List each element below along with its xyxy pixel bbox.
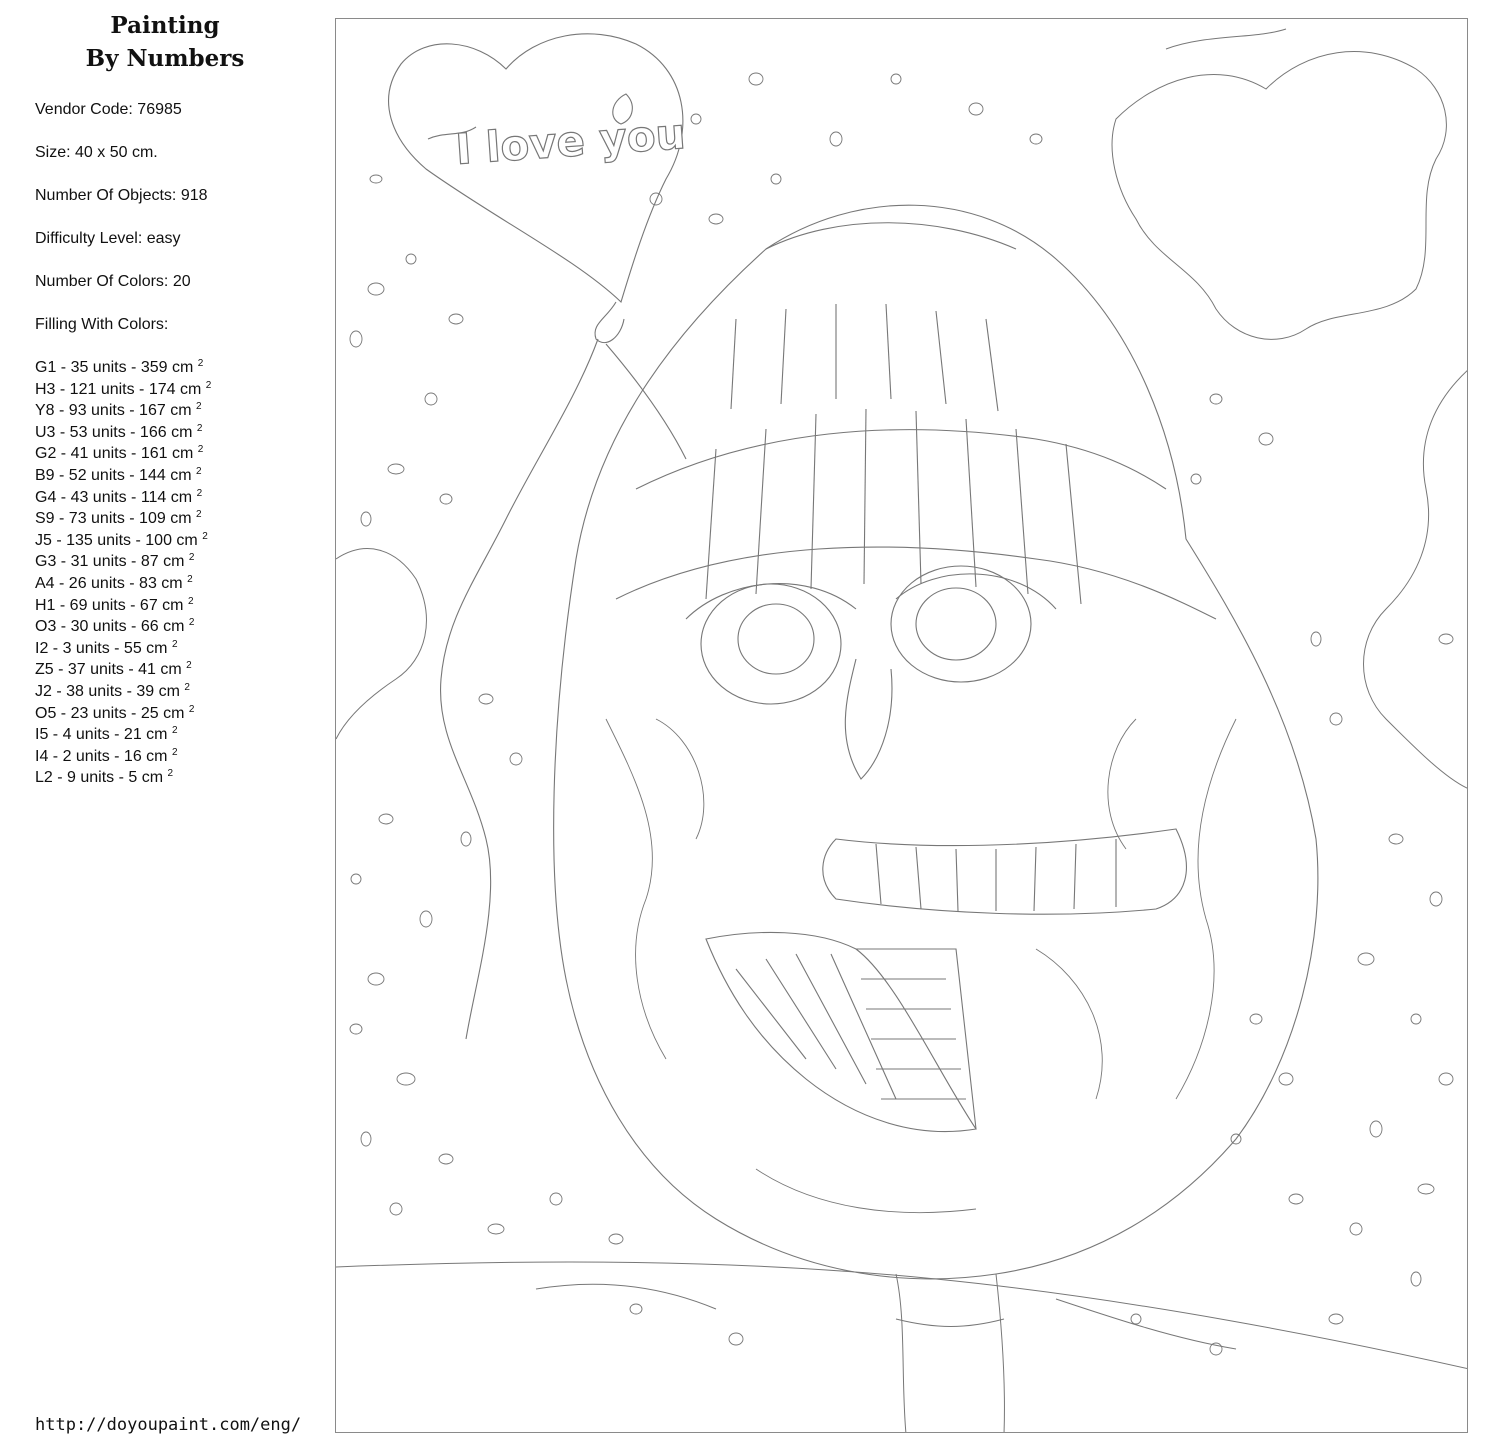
color-row-text: J5 - 135 units - 100 cm [35,531,198,549]
info-sidebar [0,0,320,1453]
superscript: 2 [205,379,212,391]
color-row-text: Y8 - 93 units - 167 cm [35,402,192,420]
color-row-text: S9 - 73 units - 109 cm [35,510,192,528]
color-row [35,703,211,725]
difficulty-level: Difficulty Level: easy [35,230,181,247]
superscript: 2 [184,681,190,693]
color-row [35,443,211,465]
color-row-text: B9 - 52 units - 144 cm [35,466,192,484]
superscript: 2 [196,422,203,434]
superscript: 2 [171,746,178,758]
eyes [686,566,1056,704]
color-row-text: O3 - 30 units - 66 cm [35,618,185,636]
color-row [35,746,211,768]
head-outline [554,205,1318,1279]
superscript: 2 [187,595,194,607]
superscript: 2 [171,638,178,650]
color-row [35,551,211,573]
superscript: 2 [195,509,202,521]
color-row [35,400,211,422]
coloring-canvas [335,18,1468,1433]
color-row-text: G3 - 31 units - 87 cm [35,553,185,571]
superscript: 2 [187,573,193,585]
color-row-text: H1 - 69 units - 67 cm [35,596,184,614]
website-url[interactable]: http://doyoupaint.com/eng/ [35,1415,302,1435]
superscript: 2 [188,552,195,564]
color-row [35,573,211,595]
color-row [35,638,211,660]
color-row-text: L2 - 9 units - 5 cm [35,769,164,787]
color-row [35,357,211,379]
superscript: 2 [186,660,192,672]
vendor-code: Vendor Code: 76985 [35,101,182,118]
color-list [35,357,211,789]
speckles [350,73,1453,1355]
color-row [35,595,211,617]
color-row [35,724,211,746]
color-row [35,681,211,703]
color-row [35,379,211,401]
color-row [35,465,211,487]
background-splashes [336,29,1468,1433]
filling-with-colors-heading: Filling With Colors: [35,316,169,333]
face-contours [606,719,1236,1213]
color-row-text: Z5 - 37 units - 41 cm [35,661,182,679]
line-art [336,19,1468,1433]
superscript: 2 [202,530,208,542]
color-row [35,530,211,552]
color-row-text: U3 - 53 units - 166 cm [35,423,193,441]
superscript: 2 [188,617,195,629]
superscript: 2 [188,703,195,715]
color-row-text: I4 - 2 units - 16 cm [35,747,168,765]
color-row [35,508,211,530]
size: Size: 40 x 50 cm. [35,144,158,161]
color-row-text: G2 - 41 units - 161 cm [35,445,194,463]
title-line-1: Painting [110,12,220,39]
superscript: 2 [197,444,204,456]
color-row-text: A4 - 26 units - 83 cm [35,574,183,592]
number-of-objects: Number Of Objects: 918 [35,187,208,204]
color-row-text: I2 - 3 units - 55 cm [35,639,168,657]
superscript: 2 [171,725,178,737]
color-row-text: G1 - 35 units - 359 cm [35,359,194,376]
superscript: 2 [197,358,204,369]
color-row [35,659,211,681]
superscript: 2 [195,401,202,413]
mouth [706,829,1186,1132]
title-line-2: By Numbers [85,45,245,72]
color-row-text: I5 - 4 units - 21 cm [35,726,168,744]
color-row [35,422,211,444]
number-of-colors: Number Of Colors: 20 [35,273,191,290]
balloon-text: I love you [454,108,688,174]
superscript: 2 [167,768,174,780]
color-row-text: H3 - 121 units - 174 cm [35,380,202,398]
color-row [35,616,211,638]
color-row [35,767,211,789]
superscript: 2 [196,487,203,499]
color-row-text: J2 - 38 units - 39 cm [35,682,180,700]
superscript: 2 [195,465,202,477]
color-row-text: O5 - 23 units - 25 cm [35,704,185,722]
color-row [35,487,211,509]
color-row-text: G4 - 43 units - 114 cm [35,488,193,506]
